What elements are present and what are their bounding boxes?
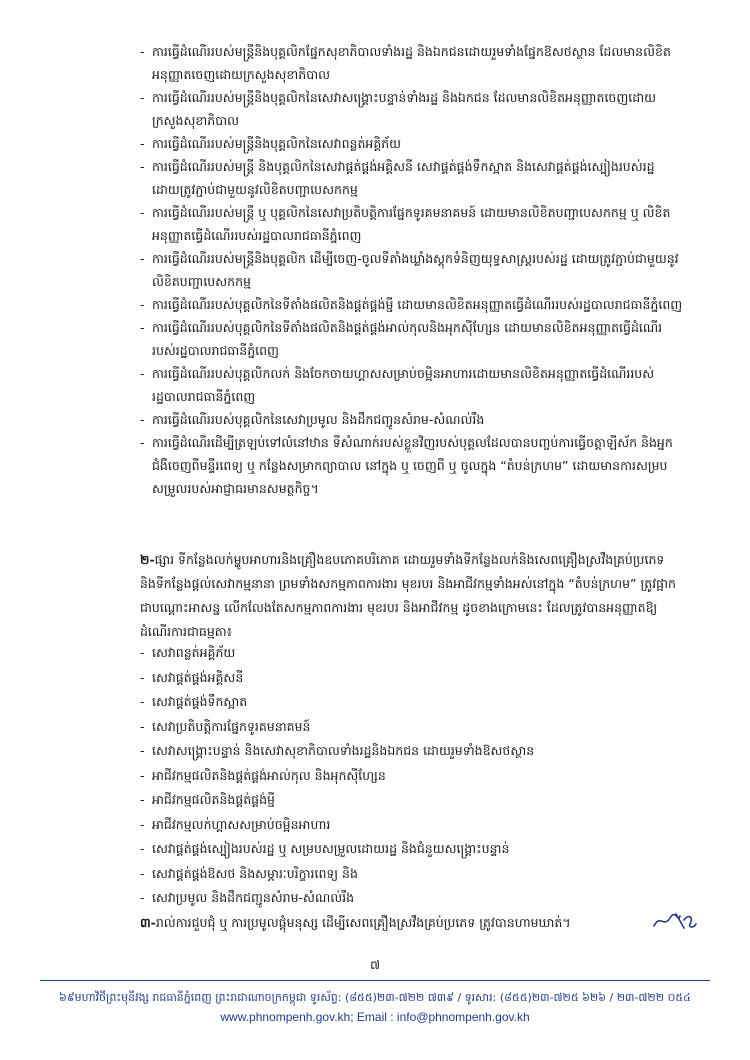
list-item: - ការធ្វើដំណើររបស់មន្ត្រី និងបុគ្គលិកនៃសេវាផ្គត់ផ្គង់អគ្គិសនី សេវាផ្គត់ផ្គង់ទឹកស្អាត និងសេវាផ្គត់ផ្គង់ស្បៀងរបស់រដ្ឋ ដោយត្រូវភ្ជាប់ជាមួយនូវលិខិតបញ្ជាបេសកកម្ម bbox=[140, 155, 685, 201]
section2-number: ២- bbox=[140, 552, 155, 567]
section1-list bbox=[140, 40, 685, 500]
email-link[interactable]: info@phnompenh.gov.kh bbox=[396, 1010, 530, 1024]
list-item: - សេវាផ្គត់ផ្គង់ស្បៀងរបស់រដ្ឋ ឬ សម្របសម្រួលដោយរដ្ឋ និងជំនួយសង្គ្រោះបន្ទាន់ bbox=[140, 837, 685, 862]
list-item: - ការធ្វើដំណើររបស់មន្ត្រីនិងបុគ្គលិកផ្នែកសុខាភិបាលទាំងរដ្ឋ និងឯកជនដោយរួមទាំងផ្នែកឱសថស្ថាន ដែលមានលិខិតអនុញ្ញាតចេញដោយក្រសួងសុខាភិបាល bbox=[140, 40, 685, 86]
list-item: - ការធ្វើដំណើររបស់បុគ្គលិកលក់ និងចែកចាយហ្គាសសម្រាប់ចម្អិនអាហារដោយមានលិខិតអនុញ្ញាតធ្វើដំណើររបស់រដ្ឋបាលរាជធានីភ្នំពេញ bbox=[140, 362, 685, 408]
list-item: - អាជីវកម្មលក់ហ្គាសសម្រាប់ចម្អិនអាហារ bbox=[140, 813, 685, 838]
list-item: - សេវាប្រតិបត្តិការផ្នែកទូរគមនាគមន៍ bbox=[140, 715, 685, 740]
section3-paragraph bbox=[140, 911, 650, 935]
list-item: - សេវាផ្គត់ផ្គង់ឱសថ និងសម្ភារៈបរិក្ខារពេទ្យ និង bbox=[140, 862, 685, 887]
section3-number: ៣- bbox=[140, 915, 156, 930]
list-item: - សេវាសង្គ្រោះបន្ទាន់ និងសេវាសុខាភិបាលទាំងរដ្ឋនិងឯកជន ដោយរួមទាំងឱសថស្ថាន bbox=[140, 739, 685, 764]
list-item: - សេវាផ្គត់ផ្គង់ទឹកស្អាត bbox=[140, 690, 685, 715]
list-item: - ការធ្វើដំណើររបស់មន្ត្រីនិងបុគ្គលិក ដើម្បីចេញ-ចូលទីតាំងឃ្លាំងស្តុកទំនិញយុទ្ធសាស្ត្ររបស់រដ្ឋ ដោយត្រូវភ្ជាប់ជាមួយនូវលិខិតបញ្ជាបេសកកម្ម bbox=[140, 247, 685, 293]
section2-list bbox=[140, 641, 685, 911]
section3-text: រាល់ការជួបជុំ ឬ ការប្រមូលផ្តុំមនុស្ស ដើម្បីសេពគ្រឿងស្រវឹងគ្រប់ប្រភេទ ត្រូវបានហាមឃាត់។ bbox=[155, 915, 571, 930]
list-item: - អាជីវកម្មផលិតនិងផ្គត់ផ្គង់ម្ជី bbox=[140, 788, 685, 813]
initial-signature-icon bbox=[650, 910, 698, 932]
list-item: - ការធ្វើដំណើររបស់មន្ត្រីនិងបុគ្គលិកនៃសេវាសង្គ្រោះបន្ទាន់ទាំងរដ្ឋ និងឯកជន ដែលមានលិខិតអនុញ្ញាតចេញដោយក្រសួងសុខាភិបាល bbox=[140, 86, 685, 132]
list-item: - ការធ្វើដំណើររបស់បុគ្គលិកនៃទីតាំងផលិតនិងផ្គត់ផ្គង់អាល់កុលនិងអុកស៊ីហ្សែន ដោយមានលិខិតអនុញ្ញាតធ្វើដំណើររបស់រដ្ឋបាលរាជធានីភ្នំពេញ bbox=[140, 316, 685, 362]
list-item: - សេវាផ្គត់ផ្គង់អគ្គិសនី bbox=[140, 666, 685, 691]
list-item: - អាជីវកម្មផលិតនិងផ្គត់ផ្គង់អាល់កុល និងអុកស៊ីហ្សែន bbox=[140, 764, 685, 789]
list-item: - ការធ្វើដំណើររបស់មន្ត្រី ឬ បុគ្គលិកនៃសេវាប្រតិបត្តិការផ្នែកទូរគមនាគមន៍ ដោយមានលិខិតបញ្ជាបេសកកម្ម ឬ លិខិតអនុញ្ញាតធ្វើដំណើររបស់រដ្ឋបាលរាជធានីភ្នំពេញ bbox=[140, 201, 685, 247]
list-item: - សេវាពន្លត់អគ្គិភ័យ bbox=[140, 641, 685, 666]
footer-divider bbox=[40, 980, 710, 981]
website-link[interactable]: www.phnompenh.gov.kh bbox=[220, 1010, 351, 1024]
list-item: - ការធ្វើដំណើររបស់មន្ត្រីនិងបុគ្គលិកនៃសេវាពន្លត់អគ្គិភ័យ bbox=[140, 132, 685, 155]
email-label: Email bbox=[356, 1010, 387, 1024]
list-item: - ការធ្វើដំណើររបស់បុគ្គលិកនៃទីតាំងផលិតនិងផ្គត់ផ្គង់ម្ជី ដោយមានលិខិតអនុញ្ញាតធ្វើដំណើររបស់រដ្ឋបាលរាជធានីភ្នំពេញ bbox=[140, 293, 685, 316]
footer-contact: www.phnompenh.gov.kh; Email : info@phnompenh.gov.kh bbox=[220, 1010, 530, 1024]
section2-text: ផ្សារ ទីកន្លែងលក់ម្ហូបអាហារនិងគ្រឿងឧបភោគបរិភោគ ដោយរួមទាំងទីកន្លែងលក់និងសេពគ្រឿងស្រវឹងគ្រប់ប្រភេទ និងទីកន្លែងផ្តល់សេវាកម្មនានា ព្រមទាំងសកម្មភាពការងារ មុខរបរ និងអាជីវកម្មទាំងអស់នៅក្នុង “តំបន់ក្រហម” ត្រូវផ្អាកជាបណ្តោះអាសន្ន លើកលែងតែសកម្មភាពការងារ មុខរបរ និងអាជីវកម្ម ដូចខាងក្រោមនេះ ដែលត្រូវបានអនុញ្ញាតឱ្យដំណើរការជាធម្មតា៖ bbox=[140, 552, 676, 639]
section2-paragraph bbox=[140, 548, 685, 644]
list-item: - ការធ្វើដំណើររបស់បុគ្គលិកនៃសេវាប្រមូល និងដឹកជញ្ជូនសំរាម-សំណល់រឹង bbox=[140, 408, 685, 431]
list-item: - ការធ្វើដំណើរដើម្បីត្រឡប់ទៅលំនៅឋាន ទីសំណាក់របស់ខ្លួនវិញរបស់បុគ្គលដែលបានបញ្ចប់ការធ្វើចត្តាឡីស័ក និងអ្នកជំងឺចេញពីមន្ទីរពេទ្យ ឬ កន្លែងសម្រាកព្យាបាល នៅក្នុង ឬ ចេញពី ឬ ចូលក្នុង “តំបន់ក្រហម” ដោយមានការសម្របសម្រួលរបស់អាជ្ញាធរមានសមត្ថកិច្ច។ bbox=[140, 431, 685, 500]
list-item: - សេវាប្រមូល និងដឹកជញ្ជូនសំរាម-សំណល់រឹង bbox=[140, 886, 685, 911]
page-number: ៧ bbox=[370, 958, 380, 972]
footer-address: ៦៩មហាវិថីព្រះមុនីវង្ស រាជធានីភ្នំពេញ ព្រះរាជាណាចក្រកម្ពុជា ទូរស័ព្ទ: (៨៥៥)២៣-៧២២ ៧៣៩ / ទូរសារ: (៨៥៥)២៣-៧២៥ ៦២៦ / ២៣-៧២២ ០៥៤ bbox=[59, 991, 691, 1004]
